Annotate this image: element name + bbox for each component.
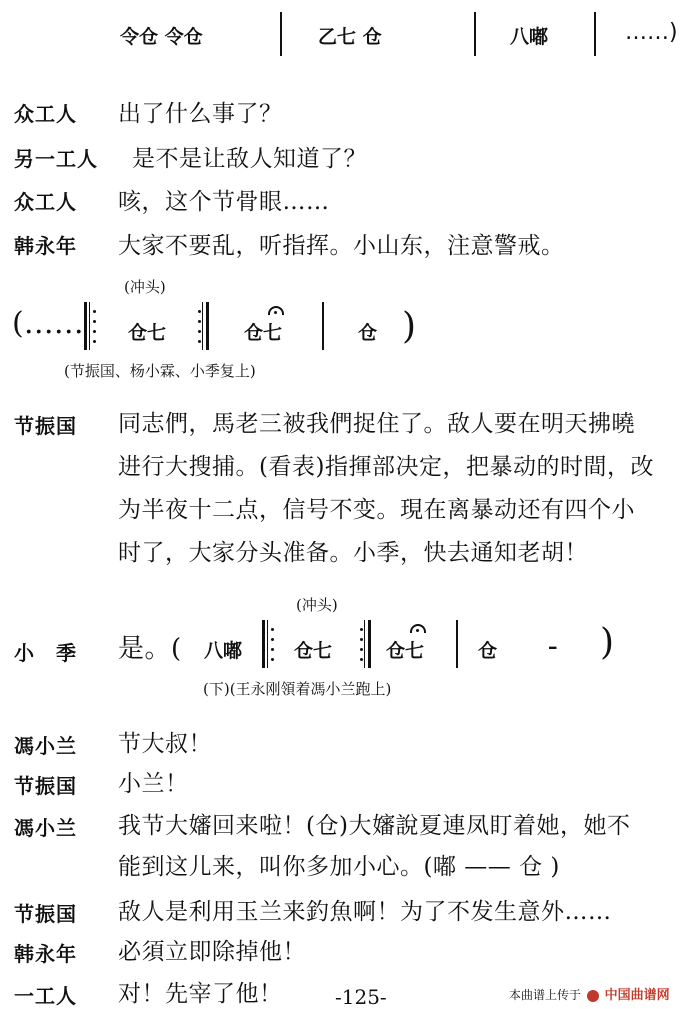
speaker-label: 一工人	[14, 984, 77, 1008]
notation-measure: 仓七	[386, 640, 425, 662]
fermata-icon	[268, 306, 284, 315]
dialogue-text: 我节大嬸回来啦！(仓)大嬸說夏連凤盯着她，她不	[118, 813, 631, 839]
speaker-label: 节振国	[14, 774, 77, 798]
speaker-label: 另一工人	[14, 147, 98, 171]
footer-brand: 中国曲谱网	[604, 988, 670, 1003]
page-number: -125-	[335, 985, 387, 1009]
speaker-label: 韩永年	[14, 942, 77, 966]
notation-close: )	[402, 306, 417, 347]
bar-line	[456, 620, 458, 668]
footer-prefix: 本曲谱上传于	[509, 988, 582, 1002]
notation-measure: 八嘟	[204, 640, 243, 662]
dialogue-text: 敌人是利用玉兰来釣魚啊！为了不发生意外……	[118, 899, 612, 925]
notation-open: (……	[12, 306, 84, 341]
bar-line	[280, 12, 282, 56]
bar-line	[594, 12, 596, 56]
notation-measure: ……)	[625, 20, 678, 45]
speaker-label: 众工人	[14, 102, 77, 126]
speaker-label: 节振国	[14, 902, 77, 926]
bar-line	[322, 302, 324, 350]
repeat-start-sign	[262, 620, 276, 668]
notation-label: (冲头)	[124, 278, 166, 296]
dialogue-text: 是。(	[118, 634, 182, 664]
footer-watermark	[509, 984, 670, 1003]
repeat-end-sign	[360, 620, 374, 668]
speaker-label: 韩永年	[14, 234, 77, 258]
dialogue-text: 能到这儿来，叫你多加小心。(嘟 —— 仓 )	[118, 854, 560, 880]
dialogue-text: 为半夜十二点，信号不变。現在离暴动还有四个小	[118, 497, 635, 523]
dialogue-text: 出了什么事了？	[118, 101, 283, 127]
notation-dash: –	[548, 636, 558, 658]
notation-measure: 仓七	[244, 322, 283, 344]
speaker-label: 馮小兰	[14, 816, 77, 840]
notation-measure: 八嘟	[510, 26, 549, 48]
dialogue-text: 小兰！	[118, 771, 189, 797]
speaker-label: 节振国	[14, 414, 77, 438]
dialogue-text: 是不是让敌人知道了？	[132, 146, 367, 172]
dialogue-text: 同志們，馬老三被我們捉住了。敌人要在明天拂曉	[118, 411, 635, 437]
dialogue-text: 时了，大家分头准备。小季，快去通知老胡！	[118, 540, 588, 566]
notation-label: (冲头)	[296, 596, 338, 614]
speaker-label: 众工人	[14, 190, 77, 214]
dialogue-text: 进行大搜捕。(看表)指揮部决定，把暴动的时間，改	[118, 454, 654, 480]
speaker-label: 小 季	[14, 641, 77, 665]
repeat-start-sign	[84, 302, 98, 350]
dialogue-text: 咳，这个节骨眼……	[118, 189, 330, 215]
notation-measure: 乙七 仓	[318, 26, 382, 48]
notation-measure: 仓七	[128, 322, 167, 344]
dialogue-text: 节大叔！	[118, 731, 212, 757]
fermata-icon	[410, 624, 426, 633]
dialogue-text: 大家不要乱，听指挥。小山东，注意警戒。	[118, 233, 565, 259]
notation-measure: 仓	[358, 322, 378, 344]
repeat-end-sign	[198, 302, 212, 350]
notation-measure: 令仓 令仓	[120, 26, 203, 48]
notation-measure: 仓	[478, 640, 498, 662]
bar-line	[474, 12, 476, 56]
speaker-label: 馮小兰	[14, 734, 77, 758]
stage-direction: (下)(王永刚領着馮小兰跑上)	[203, 680, 392, 698]
notation-measure: 仓七	[294, 640, 333, 662]
stage-direction: (节振国、杨小霖、小季复上)	[64, 362, 256, 380]
dialogue-text: 对！先宰了他！	[118, 981, 283, 1007]
dialogue-text: 必須立即除掉他！	[118, 939, 306, 965]
notation-close: )	[600, 622, 615, 663]
site-logo-icon	[587, 990, 599, 1002]
